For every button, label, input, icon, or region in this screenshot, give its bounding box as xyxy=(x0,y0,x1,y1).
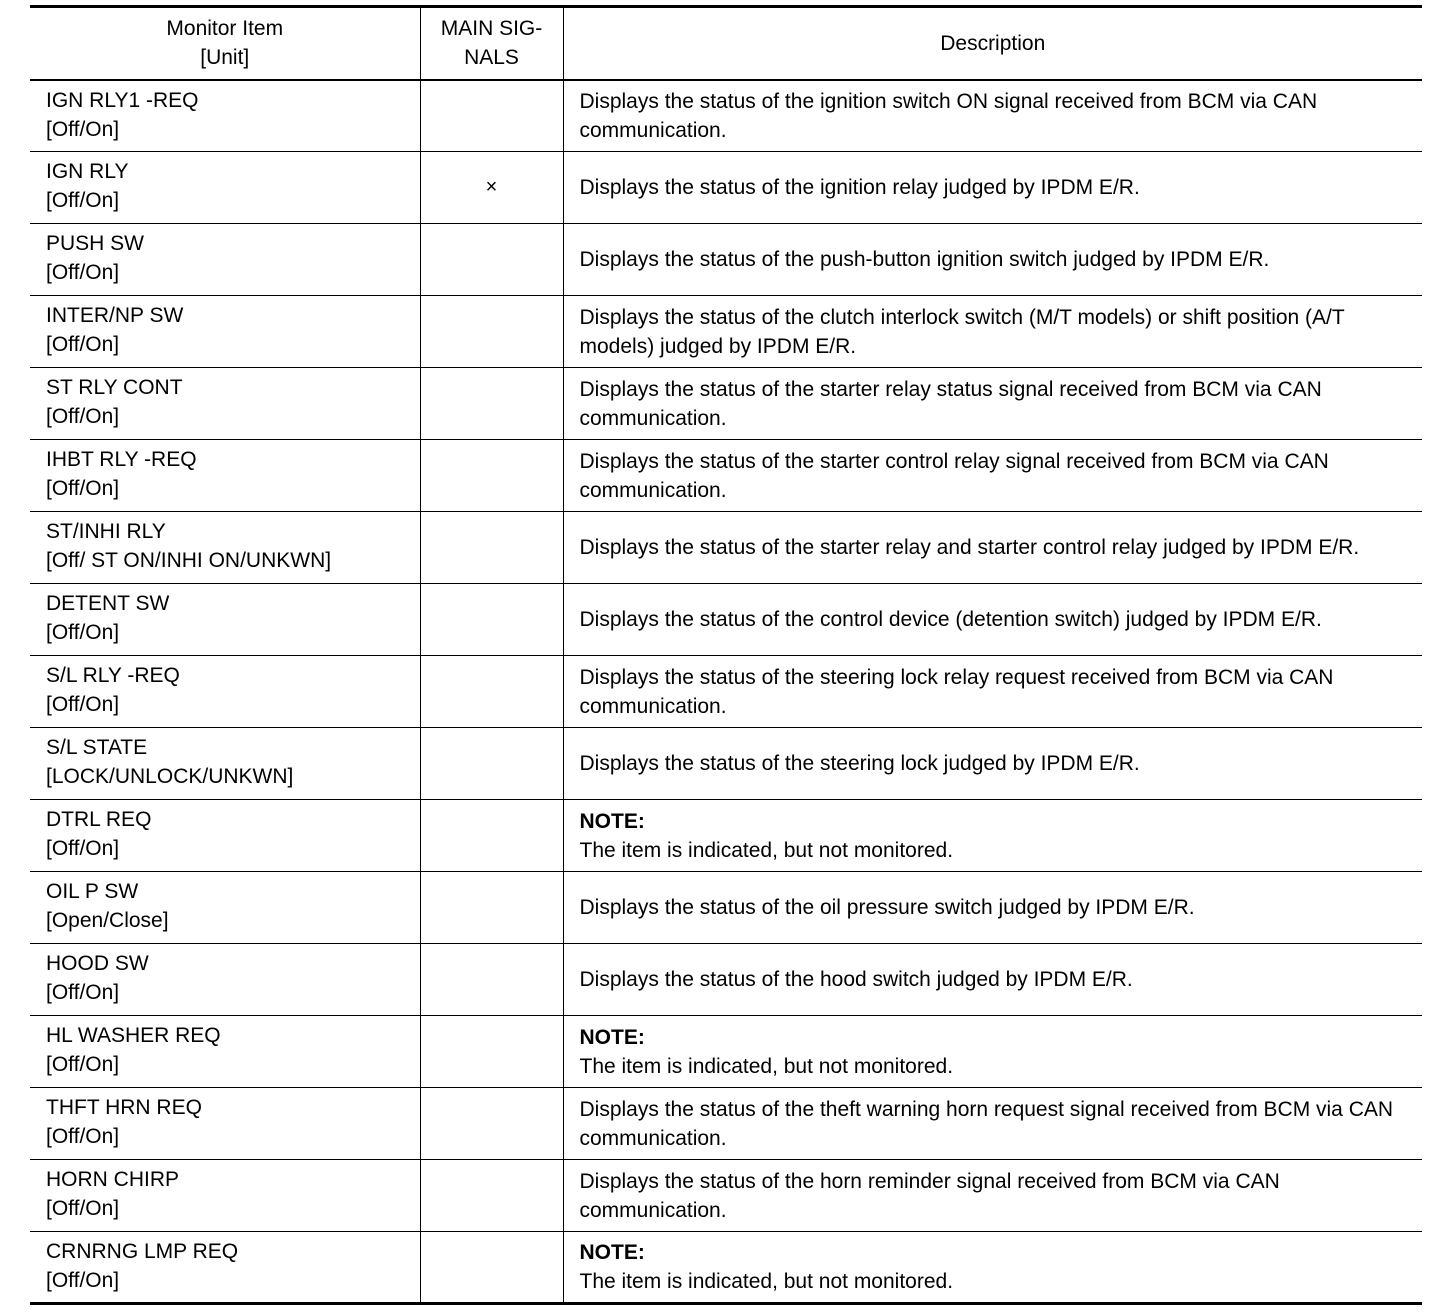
monitor-item-name: IGN RLY1 -REQ xyxy=(46,88,199,112)
table-row xyxy=(30,368,1422,440)
monitor-item-name: HOOD SW xyxy=(46,952,149,975)
main-signal-cell xyxy=(420,80,563,152)
header-row xyxy=(30,7,1422,80)
monitor-item-unit: [Off/On] xyxy=(46,117,120,141)
description-cell xyxy=(563,224,1422,296)
monitor-item-cell xyxy=(30,440,420,512)
monitor-item-unit: [Off/ ST ON/INHI ON/UNKWN] xyxy=(46,549,332,572)
table-row xyxy=(30,656,1422,728)
description-cell xyxy=(563,296,1422,368)
main-signal-cell xyxy=(420,872,563,944)
monitor-item-name: INTER/NP SW xyxy=(46,304,184,327)
description-text: Displays the status of the ignition relay judged by IPDM E/R. xyxy=(579,176,1140,199)
main-signal-cell xyxy=(420,1232,563,1304)
header-main-signals-line1: MAIN SIG- xyxy=(440,17,543,41)
monitor-item-unit: [Off/On] xyxy=(46,981,120,1004)
monitor-item-cell xyxy=(30,800,420,872)
note-text: The item is indicated, but not monitored. xyxy=(579,1270,954,1293)
description-text: Displays the status of the theft warning horn request signal received from BCM via CAN communication. xyxy=(579,1097,1394,1150)
monitor-item-unit: [Off/On] xyxy=(46,333,120,356)
main-signal-cell xyxy=(420,368,563,440)
monitor-item-cell xyxy=(30,1232,420,1304)
monitor-item-name: DTRL REQ xyxy=(46,808,152,831)
table-row xyxy=(30,1016,1422,1088)
monitor-item-unit: [LOCK/UNLOCK/UNKWN] xyxy=(46,765,294,788)
description-text: Displays the status of the clutch interlock switch (M/T models) or shift position (A/T models) judged by IPDM E/R. xyxy=(579,305,1345,358)
monitor-item-cell xyxy=(30,872,420,944)
description-cell xyxy=(563,800,1422,872)
monitor-item-unit: [Off/On] xyxy=(46,477,120,500)
monitor-item-unit: [Off/On] xyxy=(46,837,120,860)
description-text: Displays the status of the hood switch judged by IPDM E/R. xyxy=(579,968,1133,991)
description-cell xyxy=(563,1016,1422,1088)
monitor-item-name: HL WASHER REQ xyxy=(46,1024,221,1047)
description-cell xyxy=(563,440,1422,512)
main-signal-cell xyxy=(420,440,563,512)
table-row xyxy=(30,944,1422,1016)
note-text: The item is indicated, but not monitored. xyxy=(579,838,954,862)
main-signal-cell xyxy=(420,584,563,656)
monitor-item-unit: [Off/On] xyxy=(46,1053,120,1076)
monitor-item-cell xyxy=(30,224,420,296)
description-cell xyxy=(563,1232,1422,1304)
note-label: NOTE: xyxy=(579,809,645,833)
monitor-item-cell xyxy=(30,944,420,1016)
table-row xyxy=(30,584,1422,656)
monitor-item-name: PUSH SW xyxy=(46,232,145,255)
monitor-item-unit: [Off/On] xyxy=(46,1125,120,1148)
note-label: NOTE: xyxy=(579,1025,645,1049)
monitor-item-cell xyxy=(30,1088,420,1160)
description-cell xyxy=(563,944,1422,1016)
monitor-item-cell xyxy=(30,512,420,584)
monitor-item-name: IHBT RLY -REQ xyxy=(46,448,197,471)
description-text: Displays the status of the oil pressure switch judged by IPDM E/R. xyxy=(579,896,1195,919)
description-text: Displays the status of the steering lock judged by IPDM E/R. xyxy=(579,752,1140,775)
monitor-item-cell xyxy=(30,368,420,440)
description-cell xyxy=(563,368,1422,440)
header-unit-label: [Unit] xyxy=(200,46,250,70)
table-row xyxy=(30,80,1422,152)
monitor-item-name: ST/INHI RLY xyxy=(46,520,166,543)
monitor-item-unit: [Off/On] xyxy=(46,261,120,284)
monitor-item-cell xyxy=(30,1160,420,1232)
table-row xyxy=(30,152,1422,224)
monitor-item-cell xyxy=(30,728,420,800)
table-row xyxy=(30,872,1422,944)
monitor-item-cell xyxy=(30,1016,420,1088)
description-cell xyxy=(563,656,1422,728)
main-signal-cell xyxy=(420,1088,563,1160)
main-signal-cell xyxy=(420,1016,563,1088)
monitor-item-name: DETENT SW xyxy=(46,592,170,615)
monitor-item-unit: [Open/Close] xyxy=(46,909,169,932)
description-cell xyxy=(563,872,1422,944)
monitor-item-name: HORN CHIRP xyxy=(46,1168,180,1191)
description-text: Displays the status of the starter control relay signal received from BCM via CAN communication. xyxy=(579,449,1329,502)
table-row xyxy=(30,512,1422,584)
monitor-item-cell xyxy=(30,656,420,728)
monitor-item-cell xyxy=(30,584,420,656)
table-row xyxy=(30,224,1422,296)
header-monitor-item xyxy=(30,7,420,80)
description-cell xyxy=(563,512,1422,584)
table-row xyxy=(30,728,1422,800)
note-label: NOTE: xyxy=(579,1241,645,1264)
monitor-item-name: CRNRNG LMP REQ xyxy=(46,1240,239,1263)
header-main-signals xyxy=(420,7,563,80)
monitor-item-name: S/L RLY -REQ xyxy=(46,664,180,687)
table-body xyxy=(30,80,1422,1304)
description-text: Displays the status of the push-button ignition switch judged by IPDM E/R. xyxy=(579,248,1270,271)
main-signal-cell xyxy=(420,296,563,368)
monitor-item-unit: [Off/On] xyxy=(46,1269,120,1292)
table-row xyxy=(30,1088,1422,1160)
monitor-item-name: THFT HRN REQ xyxy=(46,1096,202,1119)
main-signal-cell xyxy=(420,224,563,296)
monitor-item-unit: [Off/On] xyxy=(46,405,120,428)
table-row xyxy=(30,800,1422,872)
description-cell xyxy=(563,584,1422,656)
monitor-item-name: ST RLY CONT xyxy=(46,376,183,399)
monitor-item-cell xyxy=(30,296,420,368)
monitor-item-name: IGN RLY xyxy=(46,160,129,183)
monitor-item-cell xyxy=(30,152,420,224)
monitor-item-name: S/L STATE xyxy=(46,736,148,759)
description-text: Displays the status of the horn reminder signal received from BCM via CAN communication. xyxy=(579,1169,1280,1222)
description-cell xyxy=(563,152,1422,224)
note-text: The item is indicated, but not monitored. xyxy=(579,1054,954,1078)
monitor-item-unit: [Off/On] xyxy=(46,621,120,644)
monitor-item-unit: [Off/On] xyxy=(46,189,120,212)
monitor-item-name: OIL P SW xyxy=(46,880,139,903)
main-signal-cell xyxy=(420,728,563,800)
description-text: Displays the status of the control device (detention switch) judged by IPDM E/R. xyxy=(579,608,1322,631)
description-text: Displays the status of the ignition switch ON signal received from BCM via CAN communication. xyxy=(579,89,1318,142)
description-cell xyxy=(563,1160,1422,1232)
description-cell xyxy=(563,80,1422,152)
main-signal-cell xyxy=(420,512,563,584)
header-description: Description xyxy=(563,7,1422,80)
main-signal-cell xyxy=(420,800,563,872)
header-monitor-item-label: Monitor Item xyxy=(166,17,284,41)
table-row xyxy=(30,440,1422,512)
main-signal-cell xyxy=(420,656,563,728)
main-signal-cell xyxy=(420,944,563,1016)
description-text: Displays the status of the starter relay and starter control relay judged by IPDM E/R. xyxy=(579,536,1360,559)
description-cell xyxy=(563,1088,1422,1160)
monitor-item-unit: [Off/On] xyxy=(46,693,120,716)
header-main-signals-line2: NALS xyxy=(464,46,519,70)
monitor-item-cell xyxy=(30,80,420,152)
description-text: Displays the status of the steering lock relay request received from BCM via CAN communication. xyxy=(579,665,1334,718)
table-row xyxy=(30,1232,1422,1304)
table-row xyxy=(30,296,1422,368)
description-text: Displays the status of the starter relay status signal received from BCM via CAN communication. xyxy=(579,377,1322,430)
monitor-item-table xyxy=(30,5,1422,1305)
table-row xyxy=(30,1160,1422,1232)
monitor-item-unit: [Off/On] xyxy=(46,1197,120,1220)
main-signal-cell: × xyxy=(420,152,563,224)
main-signal-cell xyxy=(420,1160,563,1232)
description-cell xyxy=(563,728,1422,800)
